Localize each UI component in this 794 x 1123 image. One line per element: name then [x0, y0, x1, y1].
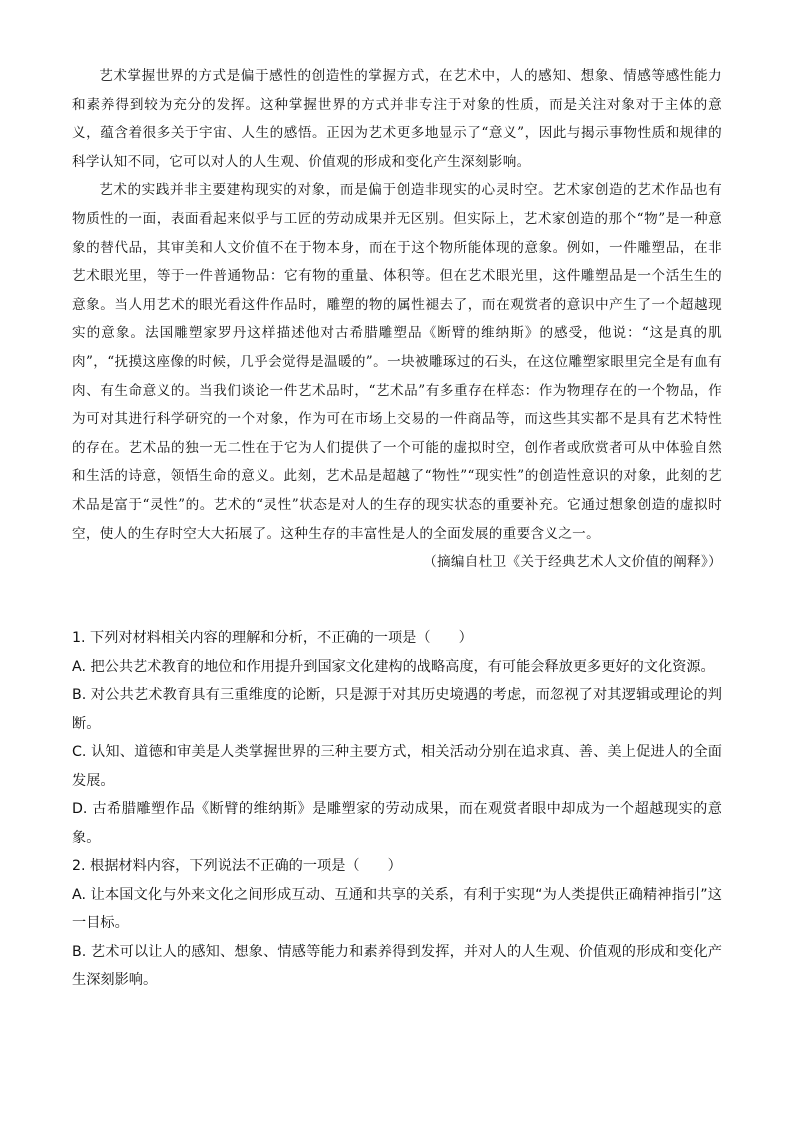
question-list — [72, 624, 722, 995]
question-2-option-b: B. 艺术可以让人的感知、想象、情感等能力和素养得到发挥，并对人的人生观、价值观的形成和变化产生深刻影响。 — [72, 943, 722, 988]
question-2-stem-close: ） — [387, 858, 402, 874]
passage-source: （摘编自杜卫《关于经典艺术人文价值的阐释》） — [423, 554, 722, 571]
question-1-option-a: A. 把公共艺术教育的地位和作用提升到国家文化建构的战略高度，有可能会释放更多更好的文化资源。 — [72, 658, 715, 675]
reading-passage — [72, 62, 722, 577]
question-1-option-d: D. 古希腊雕塑作品《断臂的维纳斯》是雕塑家的劳动成果，而在观赏者眼中却成为一个超越现实的意象。 — [72, 801, 722, 846]
question-1-stem — [72, 624, 722, 653]
question-1-stem-close: ） — [458, 630, 473, 646]
question-1-option-b: B. 对公共艺术教育具有三重维度的论断，只是源于对其历史境遇的考虑，而忽视了对其逻辑或理论的判断。 — [72, 687, 722, 732]
question-2-stem — [72, 852, 722, 881]
passage-paragraph-2: 艺术的实践并非主要建构现实的对象，而是偏于创造非现实的心灵时空。艺术家创造的艺术作品也有物质性的一面，表面看起来似乎与工匠的劳动成果并无区别。但实际上，艺术家创造的那个“物”是一种意象的替代品，其审美和人文价值不在于物本身，而在于这个物所能体现的意象。例如，一件雕塑品，在非艺术眼光里，等于一件普通物品：它有物的重量、体积等。但在艺术眼光里，这件雕塑品是一个活生生的意象。当人用艺术的眼光看这件作品时，雕塑的物的属性褪去了，而在观赏者的意识中产生了一个超越现实的意象。法国雕塑家罗丹这样描述他对古希腊雕塑品《断臂的维纳斯》的感受，他说：“这是真的肌肉”，“抚摸这座像的时候，几乎会觉得是温暖的”。一块被雕琢过的石头，在这位雕塑家眼里完全是有血有肉、有生命意义的。当我们谈论一件艺术品时，“艺术品”有多重存在样态：作为物理存在的一个物品，作为可对其进行科学研究的一个对象，作为可在市场上交易的一件商品等，而这些其实都不是具有艺术特性的存在。艺术品的独一无二性在于它为人们提供了一个可能的虚拟时空，创作者或欣赏者可从中体验自然和生活的诗意，领悟生命的意义。此刻，艺术品是超越了“物性”“现实性”的创造性意识的对象，此刻的艺术品是富于“灵性”的。艺术的“灵性”状态是对人的生存的现实状态的重要补充。它通过想象创造的虚拟时空，使人的生存时空大大拓展了。这种生存的丰富性是人的全面发展的重要含义之一。 — [72, 182, 722, 542]
question-1-stem-text: 1. 下列对材料相关内容的理解和分析，不正确的一项是（ — [72, 630, 431, 646]
question-1-option-c: C. 认知、道德和审美是人类掌握世界的三种主要方式，相关活动分别在追求真、善、美上促进人的全面发展。 — [72, 744, 722, 789]
question-2-stem-text: 2. 根据材料内容，下列说法不正确的一项是（ — [72, 858, 360, 874]
passage-paragraph-1: 艺术掌握世界的方式是偏于感性的创造性的掌握方式，在艺术中，人的感知、想象、情感等感性能力和素养得到较为充分的发挥。这种掌握世界的方式并非专注于对象的性质，而是关注对象对于主体的意义，蕴含着很多关于宇宙、人生的感悟。正因为艺术更多地显示了“意义”，因此与揭示事物性质和规律的科学认知不同，它可以对人的人生观、价值观的形成和变化产生深刻影响。 — [72, 68, 722, 170]
question-2-option-a: A. 让本国文化与外来文化之间形成互动、互通和共享的关系，有利于实现“为人类提供正确精神指引”这一目标。 — [72, 886, 722, 931]
